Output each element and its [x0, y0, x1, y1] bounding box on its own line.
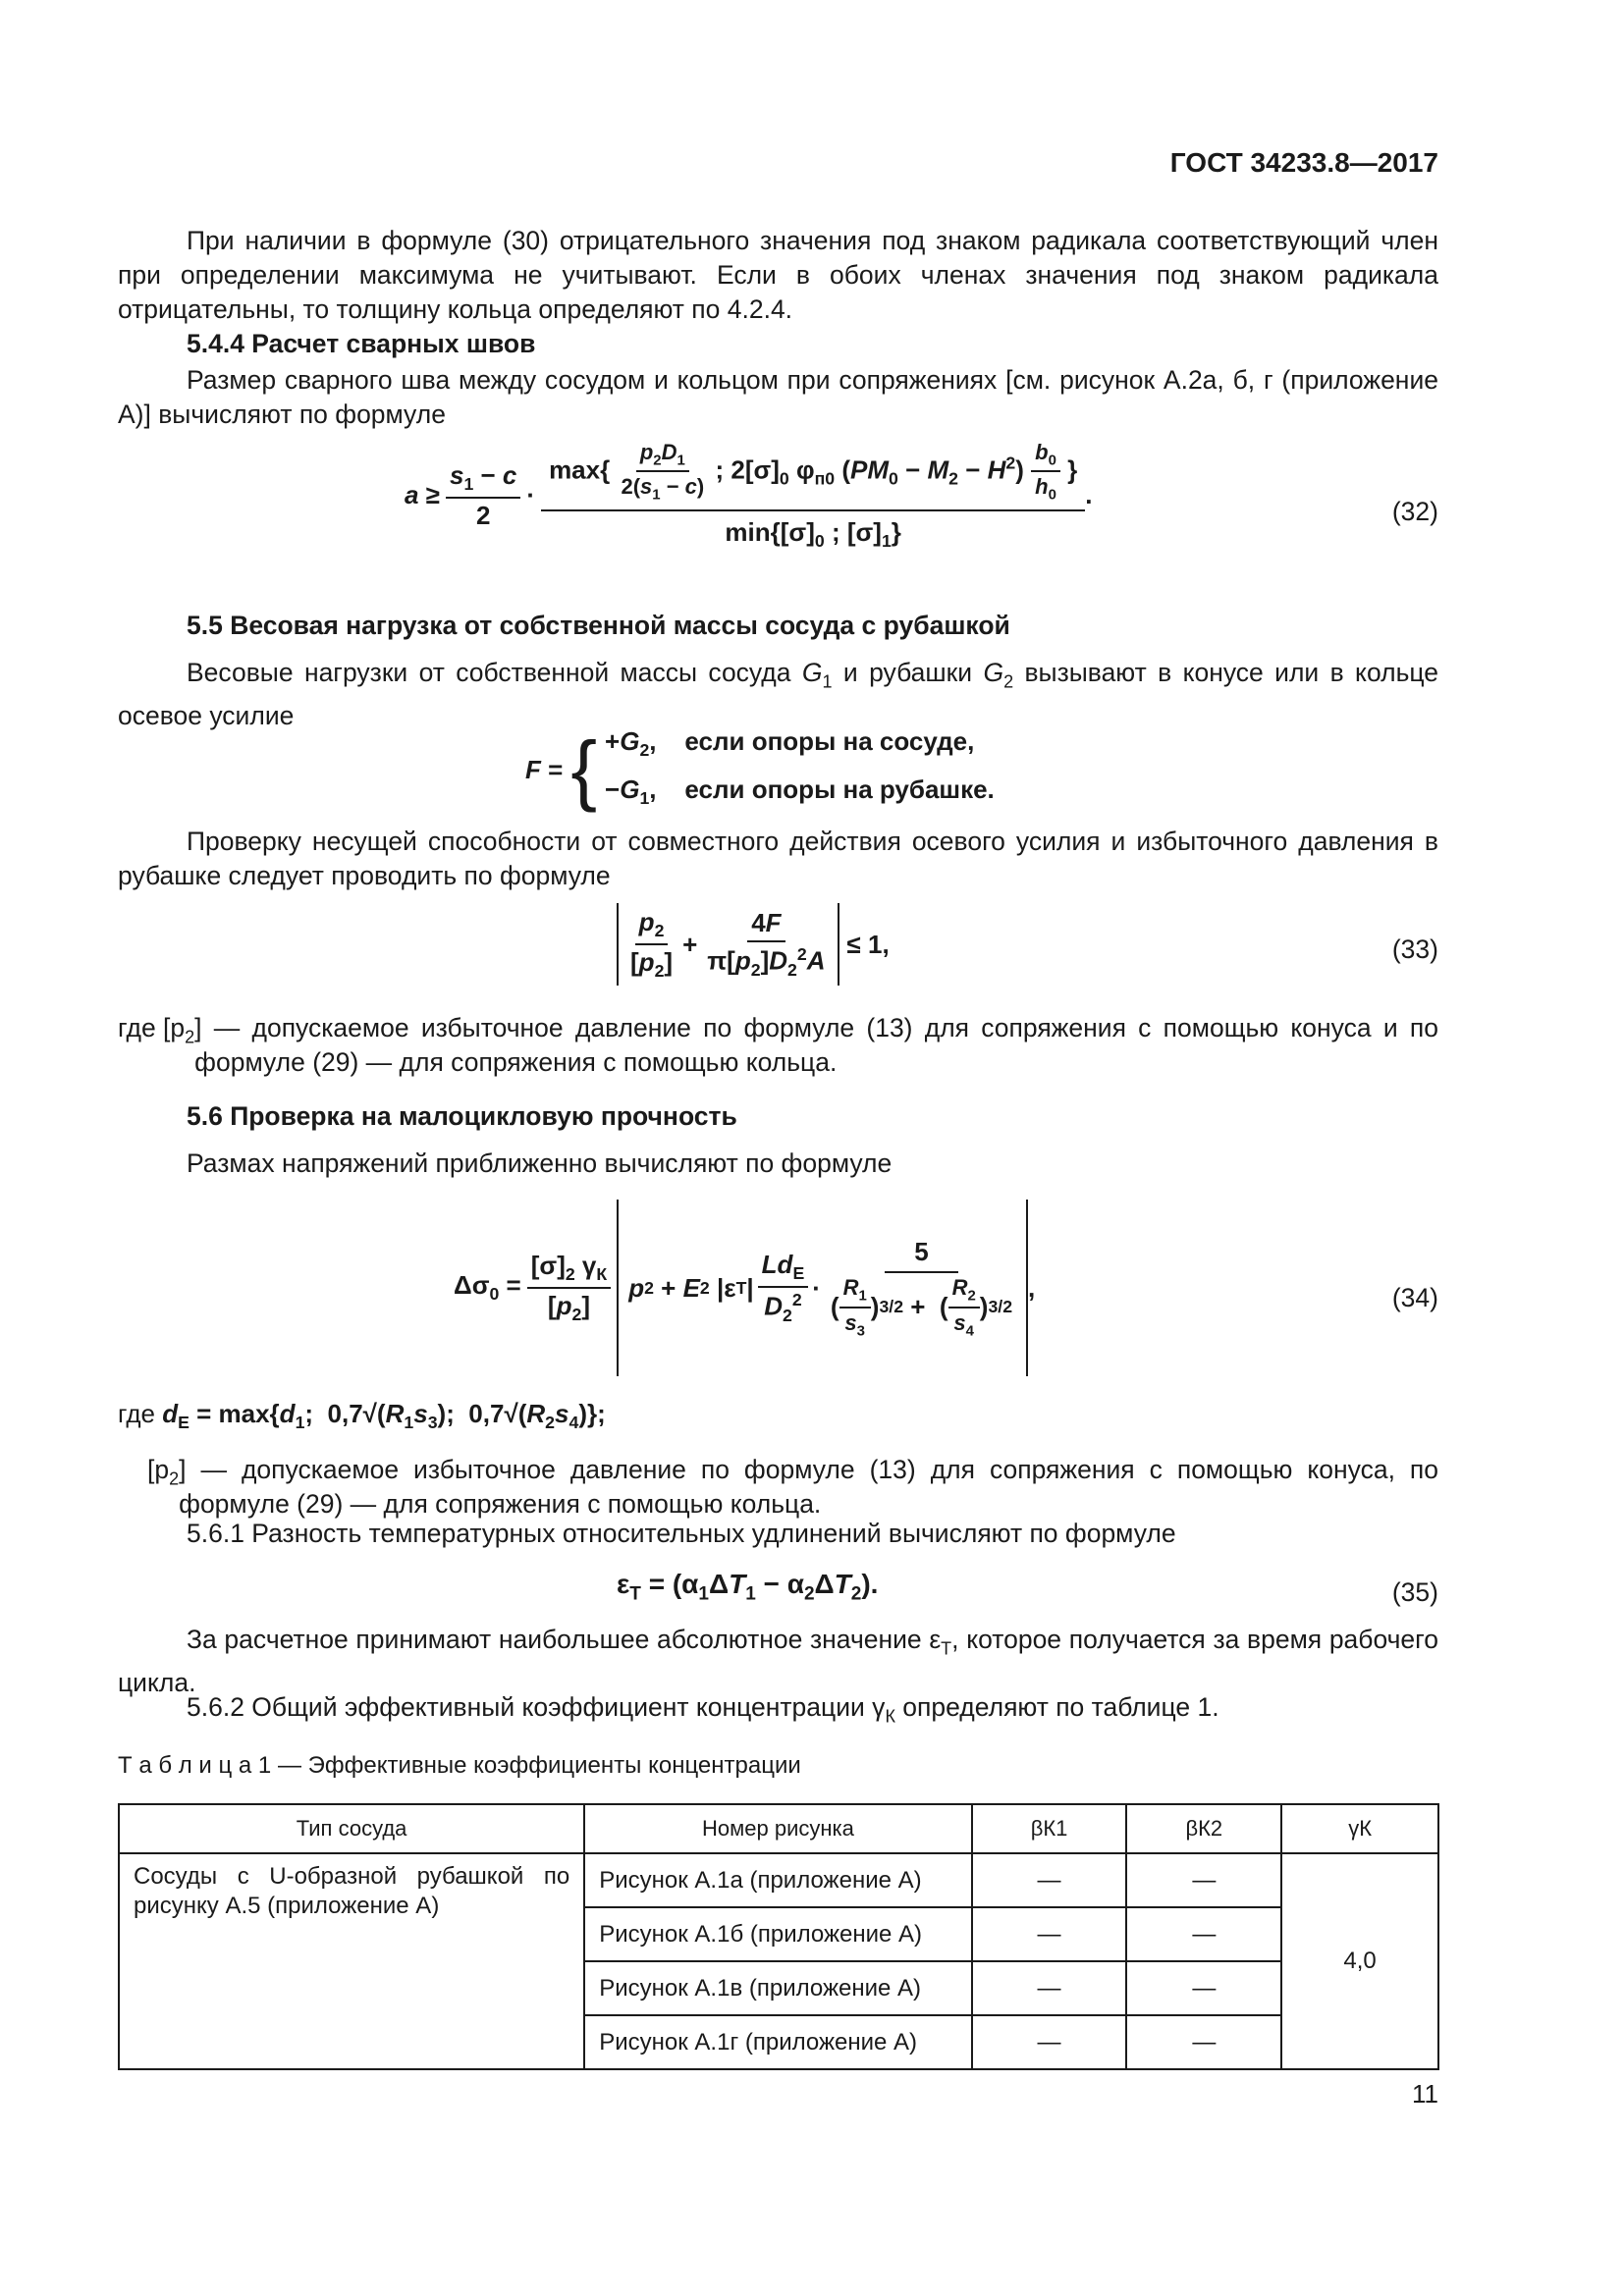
where-text-2: ] — допускаемое избыточное давление по формуле (13) для сопряжения с помощью конуса, по формуле (29) — для сопряжения с помощью кольца. [179, 1455, 1438, 1519]
paragraph-negative-radicand: При наличии в формуле (30) отрицательного значения под знаком радикала соответствующий член при определении максимума не учитывают. Если в обоих членах значения под знаком радикала отрицательны, то толщину кольца определяют по 4.2.4. [118, 226, 1438, 324]
where-clause-de: где $d_Е = \max\{d_1$; $0,7√(R_1s_3)$; $0,7√(R_2s_4)$}; [118, 1399, 606, 1433]
section-heading-5-5: 5.5 Весовая нагрузка от собственной массы сосуда с рубашкой [187, 611, 1010, 640]
paragraph-stress-range: Размах напряжений приближенно вычисляют по формуле [187, 1148, 893, 1178]
beta-k1-cell: — [972, 1853, 1127, 1907]
paragraph-weld-size: Размер сварного шва между сосудом и кольцом при сопряжениях [см. рисунок А.2а, б, г (приложение А)] вычисляют по формуле [118, 365, 1438, 429]
vessel-type-cell: Сосуды с U-образной рубашкой по рисунку А.5 (приложение А) [119, 1853, 584, 2069]
figure-cell: Рисунок А.1г (приложение А) [584, 2015, 971, 2069]
where-text: ] — допускаемое избыточное давление по формуле (13) для сопряжения с помощью конуса и по формуле (29) — для сопряжения с помощью кольца. [194, 1013, 1438, 1077]
paragraph-bearing-capacity: Проверку несущей способности от совместного действия осевого усилия и избыточного давления в рубашке следует проводить по формуле [118, 827, 1438, 890]
gamma-value-cell: 4,0 [1281, 1853, 1438, 2069]
beta-k1-cell: — [972, 2015, 1127, 2069]
text-part-c: вызывают в конусе или в кольце осевое усилие [118, 658, 1438, 731]
figure-cell: Рисунок А.1в (приложение А) [584, 1961, 971, 2015]
text-part-a: Весовые нагрузки от собственной массы сосуда [187, 658, 802, 687]
beta-k2-cell: — [1126, 1907, 1281, 1961]
text-part-b: , которое получается за время рабочего цикла. [118, 1625, 1438, 1698]
equation-33: $\frac{p_2}{[p_2]}$ + $\frac{4F}{\pi[p_2]D_2^2A}$ ≤ 1, [617, 903, 890, 986]
equation-number-34: (34) [1391, 1283, 1438, 1312]
equation-34: $\Delta\sigma_0$ = $\frac{[\sigma]_2 \gamma_К}{[p_2]}$ p 2 + E 2 |ε Т | $\frac{Ld_Е}{D_2^2}$ · 5 ( $\frac{R_1}{s_3}$ ) 3/2 + ( $\frac{R_2}{s_4}$ ) 3/2 , [454, 1200, 1035, 1376]
table-header-row [119, 1804, 1438, 1853]
equation-35: $\varepsilon_Т = (\alpha_1\Delta T_1 - \alpha_2\Delta T_2)$. [617, 1569, 879, 1605]
header-beta-k1: βК1 [972, 1804, 1127, 1853]
paragraph-design-value: За расчетное принимают наибольшее абсолютное значение $\varepsilon_Т$, которое получается за время рабочего цикла. [118, 1625, 1438, 1698]
beta-k2-cell: — [1126, 1853, 1281, 1907]
concentration-coefficients-table [118, 1803, 1439, 2070]
text-part-b: и рубашки [832, 658, 984, 687]
page-number: 11 [1412, 2079, 1438, 2109]
beta-k2-cell: — [1126, 2015, 1281, 2069]
beta-k1-cell: — [972, 1907, 1127, 1961]
paragraph-5-6-1: 5.6.1 Разность температурных относительных удлинений вычисляют по формуле [187, 1519, 1176, 1548]
where-lead: где [p [118, 1013, 186, 1042]
paragraph-weight-loads: Весовые нагрузки от собственной массы сосуда $G_1$ и рубашки $G_2$ вызывают в конусе или в кольце осевое усилие [118, 658, 1438, 731]
header-beta-k2: βК2 [1126, 1804, 1281, 1853]
beta-k2-cell: — [1126, 1961, 1281, 2015]
table-row [119, 1853, 1438, 1907]
text-part-a: 5.6.2 Общий эффективный коэффициент концентрации γ [187, 1692, 886, 1722]
equation-number-33: (33) [1391, 934, 1438, 964]
equation-number-35: (35) [1391, 1577, 1438, 1607]
header-figure-number: Номер рисунка [584, 1804, 971, 1853]
text-part-a: За расчетное принимают наибольшее абсолютное значение ε [187, 1625, 942, 1654]
beta-k1-cell: — [972, 1961, 1127, 2015]
paragraph-5-6-2: 5.6.2 Общий эффективный коэффициент концентрации $\gamma_К$ определяют по таблице 1. [187, 1692, 1219, 1727]
where-lead-2: [p [147, 1455, 170, 1484]
where-clause-p2: где [$p_2$ ] — допускаемое избыточное давление по формуле (13) для сопряжения с помощью конуса и по формуле (29) — для сопряжения с помощью кольца. [118, 1011, 1438, 1080]
equation-32: a ≥ $\frac{s_1 - c}{2}$ · max{ $\frac{p_2D_1}{2(s_1 - c)}$ ; $2[\sigma]_0$ $\varphi_{п0}$ $(PM_0 - M_2 - H^2)$ $\frac{b_0}{h_0}$ } $\min\{[\sigma]_0$ ; $[\sigma]_1$} . [405, 440, 1093, 551]
figure-cell: Рисунок А.1а (приложение А) [584, 1853, 971, 1907]
section-heading-5-4-4: 5.4.4 Расчет сварных швов [187, 329, 536, 358]
header-vessel-type: Тип сосуда [119, 1804, 584, 1853]
figure-cell: Рисунок А.1б (приложение А) [584, 1907, 971, 1961]
table-caption: Т а б л и ц а 1 — Эффективные коэффициенты концентрации [118, 1752, 801, 1779]
header-gamma-k: γК [1281, 1804, 1438, 1853]
equation-axial-force: F = { $+G_2$, если опоры на сосуде, $-G_1$, если опоры на рубашке. [525, 725, 995, 814]
text-part-b: определяют по таблице 1. [894, 1692, 1219, 1722]
where-clause-p2-second: [$p_2$ ] — допускаемое избыточное давление по формуле (13) для сопряжения с помощью конуса, по формуле (29) — для сопряжения с помощью кольца. [147, 1453, 1438, 1522]
equation-number-32: (32) [1391, 497, 1438, 526]
section-heading-5-6: 5.6 Проверка на малоцикловую прочность [187, 1101, 737, 1131]
document-number: ГОСТ 34233.8—2017 [1169, 147, 1438, 178]
where-lead-de: где [118, 1399, 155, 1428]
